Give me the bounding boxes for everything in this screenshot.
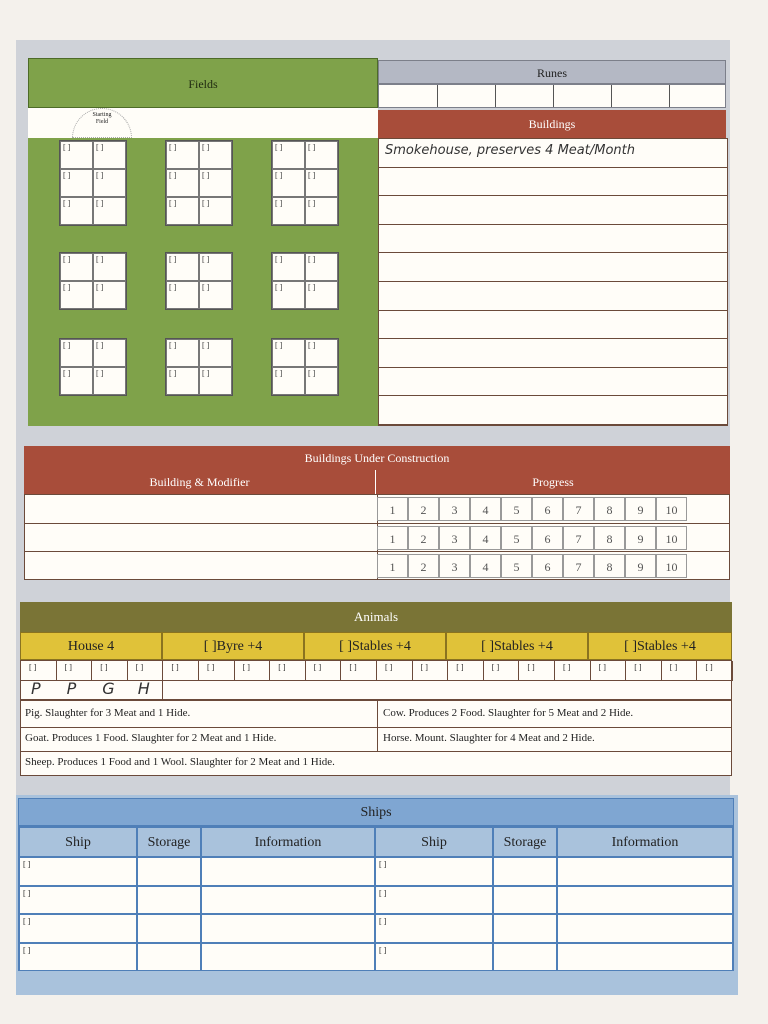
progress-box: 6 (532, 554, 563, 578)
progress-box: 9 (625, 554, 656, 578)
progress-box: 10 (656, 526, 687, 550)
field-plot (271, 338, 339, 396)
ships-col-header: Ship (19, 827, 137, 857)
field-slot: [ ] (272, 253, 305, 281)
ship-cell (137, 943, 201, 972)
ship-cell (557, 886, 733, 915)
ship-cell (201, 857, 375, 886)
progress-box: 1 (377, 497, 408, 521)
construction-row (25, 495, 729, 524)
field-slot: [ ] (93, 367, 126, 395)
field-plot (59, 338, 127, 396)
field-slot: [ ] (305, 141, 338, 169)
animal-slot: [ ] (377, 661, 413, 681)
progress-box: 6 (532, 526, 563, 550)
rune-divider (437, 85, 438, 107)
ships-col-header: Storage (137, 827, 201, 857)
animal-slot: [ ] (128, 661, 164, 681)
animal-slot: [ ] (591, 661, 627, 681)
building-modifier-header (24, 470, 376, 494)
animal-info-horse: Horse. Mount. Slaughter for 4 Meat and 2 Hide. (383, 732, 595, 744)
progress-box: 5 (501, 554, 532, 578)
runes-title: Runes (537, 66, 567, 80)
fields-title: Fields (188, 77, 218, 91)
field-slot: [ ] (166, 253, 199, 281)
ships-col-header: Ship (375, 827, 493, 857)
progress-box: 10 (656, 497, 687, 521)
field-slot: [ ] (199, 367, 232, 395)
progress-box: 2 (408, 554, 439, 578)
field-slot: [ ] (166, 339, 199, 367)
animals-title: Animals (353, 609, 399, 624)
row-line (21, 751, 731, 752)
rune-divider (611, 85, 612, 107)
progress-box: 5 (501, 497, 532, 521)
animal-slots (20, 660, 732, 700)
field-slot: [ ] (93, 281, 126, 309)
building-modifier-label: Building & Modifier (149, 475, 250, 489)
animal-slot: [ ] (484, 661, 520, 681)
construction-table (24, 494, 730, 580)
animal-slot: [ ] (448, 661, 484, 681)
rune-divider (553, 85, 554, 107)
animal-slot: [ ] (163, 661, 199, 681)
progress-box: 4 (470, 526, 501, 550)
animal-slot: [ ] (199, 661, 235, 681)
ship-cell: [ ] (19, 914, 137, 943)
progress-box: 7 (563, 554, 594, 578)
starting-field-label: Starting Field (92, 112, 112, 125)
ship-cell: [ ] (375, 886, 493, 915)
ship-cell (201, 914, 375, 943)
construction-title: Buildings Under Construction (304, 451, 450, 465)
ship-cell (493, 886, 557, 915)
field-slot: [ ] (272, 169, 305, 197)
field-slot: [ ] (93, 253, 126, 281)
pen-header: [ ]Stables +4 (446, 632, 588, 660)
ship-cell (493, 943, 557, 972)
building-row (379, 139, 727, 168)
field-slot: [ ] (166, 197, 199, 225)
pen-header: [ ]Stables +4 (588, 632, 732, 660)
field-plot (271, 140, 339, 226)
construction-row (25, 524, 729, 553)
pens-row (20, 632, 732, 660)
animals-header (20, 602, 732, 632)
animal-slot: [ ] (92, 661, 128, 681)
ship-cell: [ ] (19, 857, 137, 886)
starting-field-strip (28, 108, 378, 138)
progress-box: 8 (594, 526, 625, 550)
field-plot (59, 252, 127, 310)
animal-info-cow: Cow. Produces 2 Food. Slaughter for 5 Meat and 2 Hide. (383, 707, 634, 719)
ship-cell (201, 886, 375, 915)
field-slot: [ ] (60, 339, 93, 367)
ship-cell (137, 857, 201, 886)
field-slot: [ ] (272, 197, 305, 225)
building-row (379, 339, 727, 368)
ship-cell: [ ] (19, 943, 137, 972)
building-text: Smokehouse, preserves 4 Meat/Month (385, 143, 635, 158)
fields-header (28, 58, 378, 108)
field-plot (165, 252, 233, 310)
field-slot: [ ] (166, 281, 199, 309)
ships-col-header: Information (201, 827, 375, 857)
progress-box: 1 (377, 526, 408, 550)
field-slot: [ ] (305, 367, 338, 395)
progress-box: 3 (439, 554, 470, 578)
pen-header: House 4 (20, 632, 162, 660)
rune-divider (669, 85, 670, 107)
animal-info (20, 700, 732, 776)
ship-cell (201, 943, 375, 972)
progress-box: 6 (532, 497, 563, 521)
field-slot: [ ] (272, 339, 305, 367)
ship-cell: [ ] (375, 857, 493, 886)
building-row (379, 282, 727, 311)
field-slot: [ ] (305, 197, 338, 225)
building-row (379, 168, 727, 197)
animal-slot: [ ] (341, 661, 377, 681)
field-slot: [ ] (272, 367, 305, 395)
field-plot (165, 140, 233, 226)
field-slot: [ ] (305, 169, 338, 197)
field-slot: [ ] (199, 197, 232, 225)
animal-slot: [ ] (306, 661, 342, 681)
field-slot: [ ] (93, 339, 126, 367)
building-row (379, 311, 727, 340)
field-slot: [ ] (305, 281, 338, 309)
field-slot: [ ] (199, 141, 232, 169)
ship-cell (557, 914, 733, 943)
building-row (379, 368, 727, 397)
animal-slot: [ ] (662, 661, 698, 681)
house-line (21, 681, 163, 700)
ship-cell (493, 857, 557, 886)
ship-cell (137, 914, 201, 943)
ship-cell: [ ] (19, 886, 137, 915)
rune-divider (495, 85, 496, 107)
progress-header (376, 470, 730, 494)
building-row (379, 225, 727, 254)
animal-slot: [ ] (519, 661, 555, 681)
animal-slot: [ ] (270, 661, 306, 681)
field-slot: [ ] (166, 169, 199, 197)
animal-info-goat: Goat. Produces 1 Food. Slaughter for 2 Meat and 1 Hide. (25, 732, 277, 744)
progress-box: 2 (408, 526, 439, 550)
field-plot (165, 338, 233, 396)
handwritten-animal: P (31, 679, 41, 698)
buildings-title: Buildings (528, 117, 576, 131)
progress-box: 8 (594, 497, 625, 521)
field-slot: [ ] (199, 339, 232, 367)
handwritten-animal: P (66, 679, 77, 698)
field-slot: [ ] (60, 141, 93, 169)
building-row (379, 253, 727, 282)
progress-box: 1 (377, 554, 408, 578)
runes-slots (378, 84, 726, 108)
progress-box: 4 (470, 554, 501, 578)
field-slot: [ ] (166, 367, 199, 395)
starting-field-arc (72, 108, 132, 138)
progress-box: 7 (563, 497, 594, 521)
ship-cell (557, 857, 733, 886)
progress-box: 8 (594, 554, 625, 578)
animal-slot: [ ] (697, 661, 733, 681)
construction-header (24, 446, 730, 470)
buildings-list (378, 138, 728, 426)
pen-header: [ ]Stables +4 (304, 632, 446, 660)
field-slot: [ ] (199, 169, 232, 197)
row-line (21, 727, 731, 728)
field-slot: [ ] (60, 253, 93, 281)
field-slot: [ ] (60, 169, 93, 197)
progress-box: 3 (439, 526, 470, 550)
field-slot: [ ] (166, 141, 199, 169)
field-slot: [ ] (272, 141, 305, 169)
progress-box: 4 (470, 497, 501, 521)
field-slot: [ ] (60, 367, 93, 395)
progress-box: 9 (625, 497, 656, 521)
field-slot: [ ] (305, 253, 338, 281)
field-slot: [ ] (305, 339, 338, 367)
ships-col-header: Information (557, 827, 733, 857)
buildings-header (378, 110, 726, 138)
handwritten-animal: H (137, 679, 150, 698)
ships-table (18, 826, 734, 971)
ships-title: Ships (360, 805, 392, 820)
ship-cell (557, 943, 733, 972)
animal-info-pig: Pig. Slaughter for 3 Meat and 1 Hide. (25, 707, 191, 719)
runes-header (378, 60, 726, 84)
ships-col-header: Storage (493, 827, 557, 857)
ship-cell: [ ] (375, 914, 493, 943)
progress-box: 9 (625, 526, 656, 550)
field-slot: [ ] (93, 197, 126, 225)
field-slot: [ ] (60, 197, 93, 225)
progress-box: 3 (439, 497, 470, 521)
ship-cell (493, 914, 557, 943)
field-slot: [ ] (272, 281, 305, 309)
animal-slot: [ ] (555, 661, 591, 681)
animal-info-sheep: Sheep. Produces 1 Food and 1 Wool. Slaughter for 2 Meat and 1 Hide. (25, 756, 335, 768)
progress-label: Progress (532, 475, 574, 489)
building-row (379, 196, 727, 225)
progress-box: 7 (563, 526, 594, 550)
field-plot (59, 140, 127, 226)
ships-header (18, 798, 734, 826)
animal-slot: [ ] (21, 661, 57, 681)
field-slot: [ ] (60, 281, 93, 309)
field-plot (271, 252, 339, 310)
progress-box: 10 (656, 554, 687, 578)
animal-slot: [ ] (413, 661, 449, 681)
animal-slot: [ ] (626, 661, 662, 681)
animal-slot: [ ] (235, 661, 271, 681)
handwritten-animal: G (102, 679, 115, 698)
progress-box: 2 (408, 497, 439, 521)
field-slot: [ ] (93, 169, 126, 197)
building-row (379, 396, 727, 425)
field-slot: [ ] (199, 281, 232, 309)
progress-box: 5 (501, 526, 532, 550)
ship-cell: [ ] (375, 943, 493, 972)
field-slot: [ ] (93, 141, 126, 169)
ship-cell (137, 886, 201, 915)
col-line (377, 701, 378, 751)
pen-header: [ ]Byre +4 (162, 632, 304, 660)
field-slot: [ ] (199, 253, 232, 281)
animal-slot: [ ] (57, 661, 93, 681)
construction-row (25, 552, 729, 581)
